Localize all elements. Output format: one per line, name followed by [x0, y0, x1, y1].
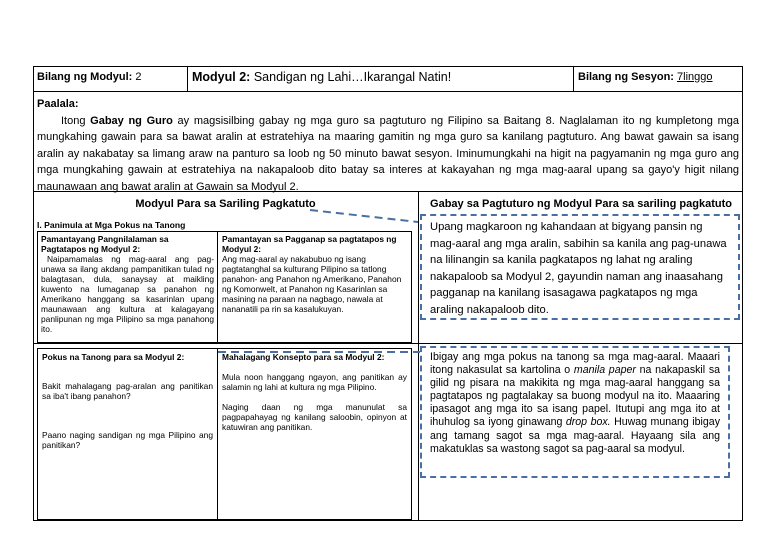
- paalala-section: [37, 96, 739, 195]
- left-column-title: Modyul Para sa Sariling Pagkatuto: [135, 198, 316, 210]
- divider: [33, 343, 743, 344]
- focus-question-2: Paano naging sandigan ng mga Pilipino ang panitikan?: [42, 430, 213, 450]
- divider: [33, 91, 743, 92]
- section1-guide-box: Upang magkaroon ng kahandaan at bigyang pansin ng mag-aaral ang mga aralin, sabihin sa kanila ang pag-unawa na lilinangin sa kanila pagkatapos ng lahat ng araling nakapaloob sa Modyul 2, gayundin naman ang inaasahang pagganap na kanilang isasagawa pagkatapos ng mga araling nakapaloob dito.: [420, 214, 740, 320]
- right-column-title: Gabay sa Pagtuturo ng Modyul Para sa sariling pagkatuto: [430, 198, 732, 210]
- performance-standard-cell: [217, 231, 412, 343]
- divider: [187, 66, 188, 91]
- focus-questions-cell: [37, 348, 218, 520]
- session-number: Bilang ng Sesyon: 7linggo: [578, 71, 713, 83]
- performance-standard-heading: Pamantayan sa Pagganap sa pagtatapos ng Modyul 2:: [222, 234, 397, 254]
- section2-guide-box: Ibigay ang mga pokus na tanong sa mga mag-aaral. Maaari itong nakasulat sa kartolina o manila paper na nakapaskil sa gilid ng pisara na makikita ng mga mag-aaral hanggang sa pagtatapos ng pagtalakay sa buong modyul na ito. Maaaring ipasagot ang mga ito sa isang papel. Itutupi ang mga ito at ihuhulog sa iyong ginawang drop box. Huwag munang ibigay ang tamang sagot sa mga mag-aaral. Hayaang sila ang makatuklas sa wastong sagot sa pag-aaral sa modyul.: [420, 346, 730, 478]
- paalala-text: Itong Gabay ng Guro ay magsisilbing gabay ng mga guro sa pagtuturo ng Filipino sa Baitang 8. Naglalaman ito ng kumpletong mga mungkahing gawain para sa bawat aralin at estratehiya na maaring gamitin ng mga guro sa kanilang pagtuturo. Ang bawat gawain sa isang aralin ay nakabatay sa limang araw na panturo sa loob ng 50 minuto bawat sesyon. Iminumungkahi na higit na pagyamanin ng mga guro ang mga mungkahing gawain at estratehiya na nakapaloob dito batay sa interes at kakayahan ng mga mag-aaral upang sa gayo'y higit nilang maunawaan ang bawat aralin at Gawain sa Modyul 2.: [37, 114, 739, 193]
- column-divider: [418, 191, 419, 521]
- divider: [573, 66, 574, 91]
- content-standard-text: Naipamamalas ng mag-aaral ang pag-unawa sa ilang akdang pampanitikan tulad ng balagtasan, dula, sanaysay at maikling kuwento na lumaganap sa panahon ng Amerikano hanggang sa kasarinlan upang maunawaan ang kultura at kalagayang panlipunan ng mga Pilipino sa mga panahong ito.: [41, 254, 214, 334]
- key-concepts-cell: [217, 348, 412, 520]
- module-title: Modyul 2: Sandigan ng Lahi…Ikarangal Natin!: [192, 70, 452, 84]
- key-concept-2: Naging daan ng mga manunulat sa pagpapahayag ng kanilang saloobin, opinyon at katuwiran ang panitikan.: [222, 402, 407, 432]
- performance-standard-text: Ang mag-aaral ay nakabubuo ng isang pagtatanghal sa kulturang Pilipino sa tatlong panahon- ang Panahon ng Amerikano, Panahon ng Komonwelt, at Panahon ng Kasarinlan sa masining na paraan na nagbago, nawala at nananatili pa rin sa kasalukuyan.: [222, 254, 402, 314]
- content-standard-heading: Pamantayang Pangnilalaman sa Pagtatapos ng Modyul 2:: [41, 234, 169, 254]
- key-concepts-heading: Mahalagang Konsepto para sa Modyul 2:: [222, 352, 385, 362]
- focus-question-1: Bakit mahalagang pag-aralan ang panitikan sa iba't ibang panahon?: [42, 381, 213, 401]
- content-standard-cell: [37, 231, 218, 343]
- module-number: Bilang ng Modyul: 2: [37, 71, 142, 83]
- section1-heading: I. Panimula at Mga Pokus na Tanong: [37, 220, 186, 230]
- key-concept-1: Mula noon hanggang ngayon, ang panitikan ay salamin ng lahi at kultura ng mga Pilipino.: [222, 372, 407, 392]
- paalala-title: Paalala:: [37, 98, 79, 110]
- focus-questions-heading: Pokus na Tanong para sa Modyul 2:: [42, 352, 185, 362]
